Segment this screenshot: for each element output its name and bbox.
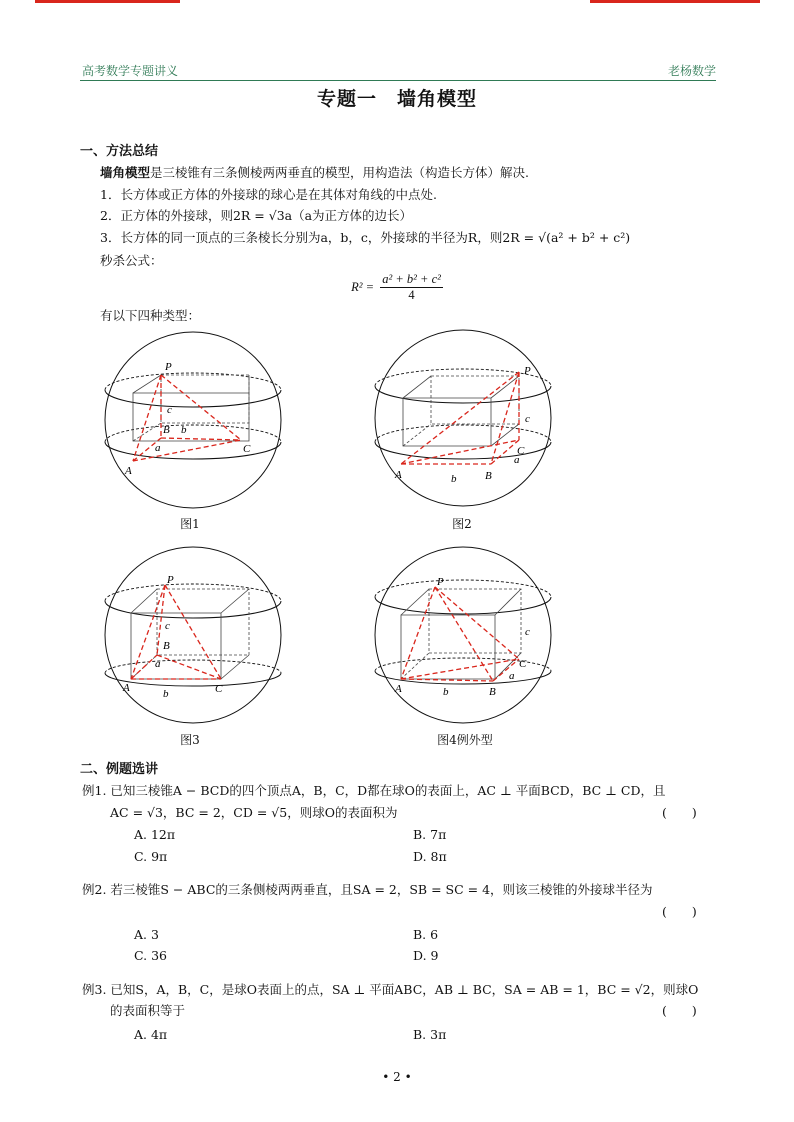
figure-2-sphere-diagram [373, 328, 553, 508]
fig1-label-B: B [163, 424, 170, 436]
fig1-label-c: c [167, 404, 172, 416]
fig4-label-P: P [437, 576, 444, 588]
header-rule [80, 80, 716, 81]
example-1-option-c: C. 9π [134, 849, 168, 864]
fig3-label-c: c [165, 620, 170, 632]
fig4-label-b: b [443, 686, 449, 698]
section-heading-examples: 二、例题选讲 [80, 762, 159, 777]
example-2-option-b: B. 6 [413, 927, 439, 942]
formula [0, 272, 794, 303]
fig2-label-a: a [514, 454, 520, 466]
method-item-2: 2．正方体的外接球，则2R = √3a（a为正方体的边长） [100, 208, 413, 223]
fig4-label-c: c [525, 626, 530, 638]
page-title: 专题一 墙角模型 [316, 88, 477, 110]
example-3-option-a: A. 4π [134, 1027, 168, 1042]
fig3-label-B: B [163, 640, 170, 652]
fig1-label-b: b [181, 424, 187, 436]
example-1-answer-blank: ( ) [662, 805, 697, 820]
example-2-answer-blank: ( ) [662, 904, 697, 919]
fig4-label-a: a [509, 670, 515, 682]
example-1-line-1: 例1. 已知三棱锥A − BCD的四个顶点A，B，C，D都在球O的表面上，AC ⊥ 平面BCD，BC ⊥ CD，且 [82, 783, 666, 798]
fig2-label-C: C [517, 445, 525, 457]
types-label: 有以下四种类型： [100, 308, 201, 323]
figure-2-caption: 图2 [452, 517, 472, 531]
fig2-label-b: b [451, 473, 457, 485]
intro-keyword: 墙角模型 [100, 165, 151, 180]
figure-3-caption: 图3 [180, 733, 200, 747]
fig1-label-P: P [165, 361, 172, 373]
formula-lhs: R² = [351, 280, 375, 294]
fig3-label-C: C [215, 683, 223, 695]
figure-4-sphere-diagram [373, 545, 553, 725]
example-3-option-b: B. 3π [413, 1027, 447, 1042]
formula-denominator: 4 [408, 288, 415, 302]
example-1-option-b: B. 7π [413, 827, 447, 842]
top-left-red-bar [35, 0, 180, 3]
fig2-label-P: P [524, 365, 531, 377]
example-3-line-2: 的表面积等于 [110, 1003, 186, 1018]
header-right: 老杨数学 [667, 64, 716, 78]
fig4-label-A: A [395, 683, 402, 695]
figure-3-sphere-diagram [103, 545, 283, 725]
example-2-option-c: C. 36 [134, 948, 167, 963]
example-1-line-2: AC = √3，BC = 2，CD = √5，则球O的表面积为 [110, 805, 398, 820]
intro-line [100, 163, 529, 181]
section-heading-methods: 一、方法总结 [80, 144, 159, 159]
fig3-label-A: A [123, 682, 130, 694]
top-right-red-bar [590, 0, 760, 3]
fig1-label-C: C [243, 443, 251, 455]
figure-1-sphere-diagram [103, 330, 283, 510]
fig3-label-b: b [163, 688, 169, 700]
fig2-label-c: c [525, 413, 530, 425]
formula-label: 秒杀公式： [100, 253, 163, 268]
formula-numerator: a² + b² + c² [382, 272, 441, 286]
example-2-option-a: A. 3 [134, 927, 159, 942]
header-left: 高考数学专题讲义 [82, 64, 179, 78]
example-1-option-d: D. 8π [413, 849, 447, 864]
fig1-label-A: A [125, 465, 132, 477]
example-2-line-1: 例2. 若三棱锥S − ABC的三条侧棱两两垂直，且SA = 2，SB = SC = 4，则该三棱锥的外接球半径为 [82, 882, 653, 897]
fig4-label-C: C [519, 658, 527, 670]
figure-1-caption: 图1 [180, 517, 200, 531]
method-item-3: 3．长方体的同一顶点的三条棱长分别为a，b，c，外接球的半径为R，则2R = √(a² + b² + c²) [100, 230, 631, 245]
fig1-label-a: a [155, 442, 161, 454]
fig2-label-A: A [395, 469, 402, 481]
example-3-answer-blank: ( ) [662, 1003, 697, 1018]
fig3-label-a: a [155, 658, 161, 670]
method-item-1: 1．长方体或正方体的外接球的球心是在其体对角线的中点处. [100, 187, 437, 202]
figure-4-caption: 图4例外型 [437, 733, 493, 747]
example-2-option-d: D. 9 [413, 948, 439, 963]
fig4-label-B: B [489, 686, 496, 698]
example-1-option-a: A. 12π [134, 827, 176, 842]
example-3-line-1: 例3. 已知S，A，B，C，是球O表面上的点，SA ⊥ 平面ABC，AB ⊥ BC，SA = AB = 1，BC = √2，则球O [82, 982, 699, 997]
intro-text: 是三棱锥有三条侧棱两两垂直的模型，用构造法（构造长方体）解决. [150, 165, 529, 180]
fig2-label-B: B [485, 470, 492, 482]
fig3-label-P: P [167, 574, 174, 586]
page-number: • 2 • [382, 1070, 412, 1084]
